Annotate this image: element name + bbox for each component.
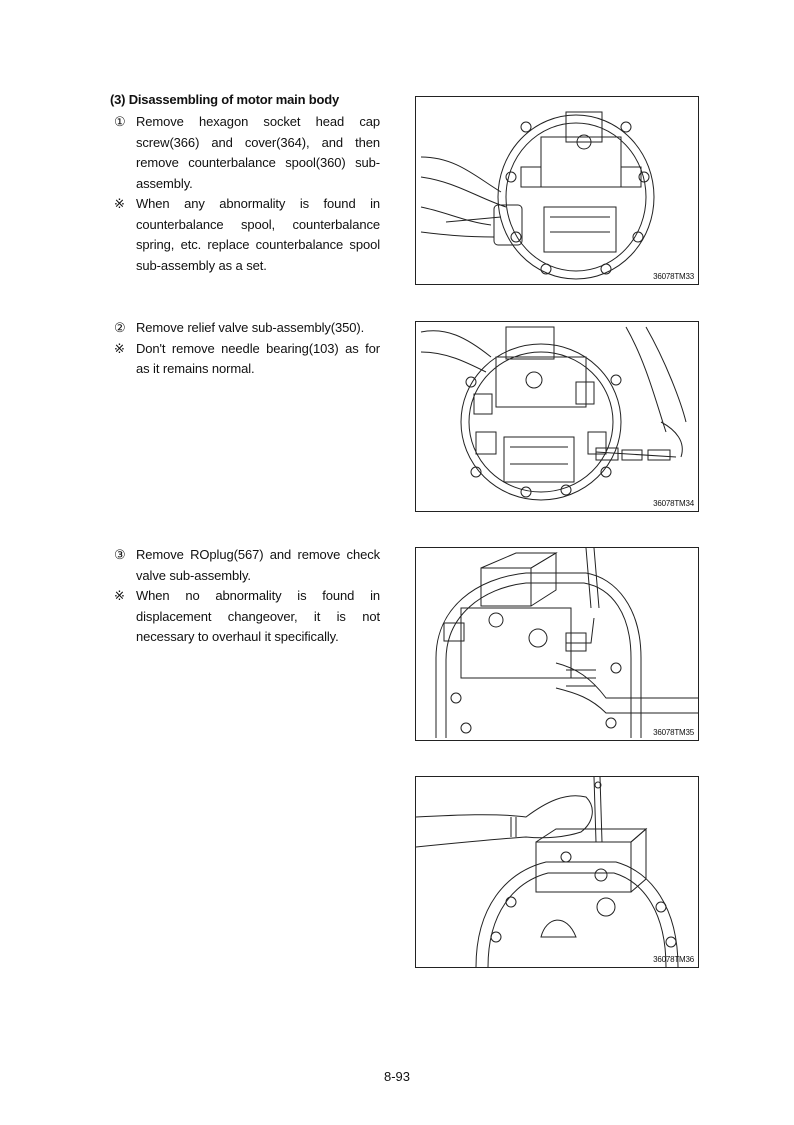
figure-2	[415, 321, 699, 512]
note-mark: ※	[114, 340, 125, 356]
motor-cover-removal-illustration	[416, 97, 698, 284]
figure-1-label: 36078TM33	[653, 272, 694, 281]
figure-3	[415, 547, 699, 741]
roplug-removal-illustration	[416, 548, 698, 740]
step-3-instruction	[114, 545, 380, 586]
figure-2-label: 36078TM34	[653, 499, 694, 508]
section-heading: (3) Disassembling of motor main body	[110, 92, 339, 107]
step-2-instruction	[114, 318, 380, 339]
step-1-instruction	[114, 112, 380, 194]
step-3-block	[114, 545, 380, 648]
step-2-block	[114, 318, 380, 380]
step-3-note	[114, 586, 380, 648]
step-3-note-text: When no abnormality is found in displacement changeover, it is not necessary to overhaul it specifically.	[136, 588, 380, 644]
page-number: 8-93	[383, 1069, 411, 1084]
step-3-text: Remove ROplug(567) and remove check valve sub-assembly.	[136, 547, 380, 583]
step-2-note-text: Don't remove needle bearing(103) as for as it remains normal.	[136, 340, 380, 376]
figure-3-label: 36078TM35	[653, 728, 694, 737]
figure-1	[415, 96, 699, 285]
figure-4-label: 36078TM36	[653, 955, 694, 964]
step-1-note	[114, 194, 380, 276]
step-1-note-text: When any abnormality is found in counterbalance spool, counterbalance spring, etc. replace counterbalance spool sub-assembly as a set.	[136, 196, 380, 273]
step-2-note	[114, 339, 380, 380]
step-2-text: Remove relief valve sub-assembly(350).	[136, 320, 365, 335]
circled-number-1: ①	[114, 114, 126, 129]
note-mark: ※	[114, 196, 125, 211]
note-mark: ※	[114, 588, 125, 603]
step-1-text: Remove hexagon socket head cap screw(366) and cover(364), and then remove counterbalance spool(360) sub-assembly.	[136, 114, 380, 191]
check-valve-removal-illustration	[416, 777, 698, 967]
circled-number-2: ②	[114, 320, 126, 335]
step-1-block	[114, 112, 380, 276]
circled-number-3: ③	[114, 547, 126, 562]
figure-4	[415, 776, 699, 968]
relief-valve-removal-illustration	[416, 322, 698, 511]
